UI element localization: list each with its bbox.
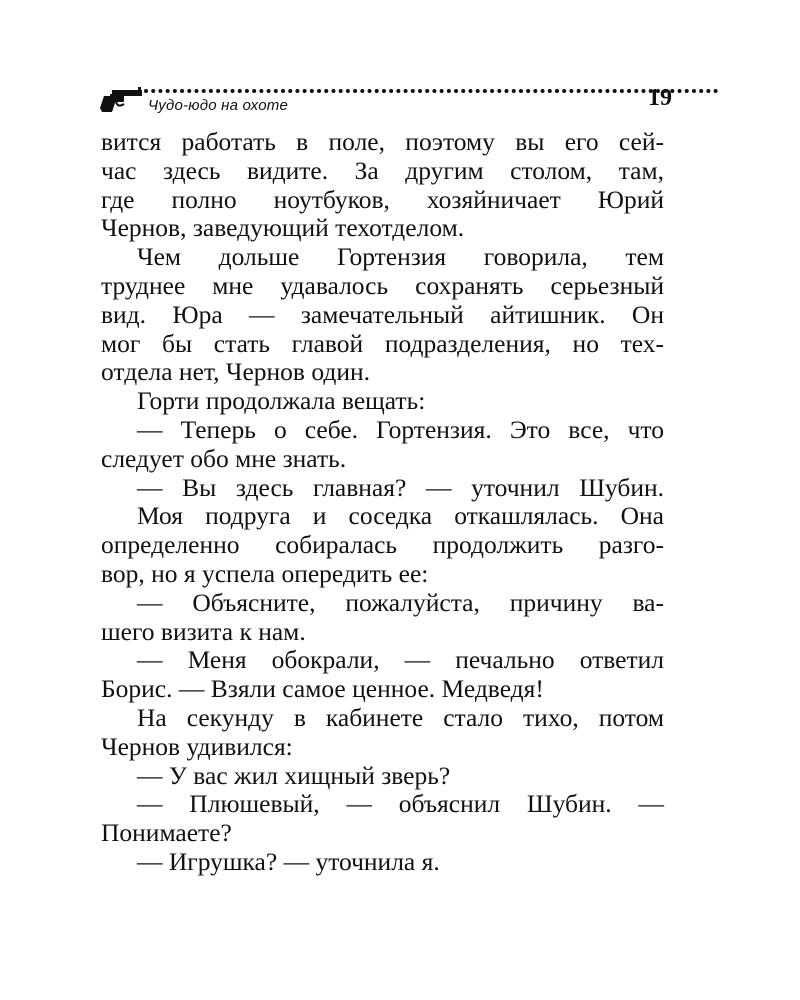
running-header <box>100 82 670 120</box>
text-line: вор, но я успела опередить ее: <box>101 558 429 588</box>
text-line: — Вы здесь главная? — уточнил Шубин. <box>137 472 664 502</box>
text-line: — Игрушка? — уточнила я. <box>137 846 440 876</box>
text-line: вится работать в поле, поэтому вы его сей- <box>101 127 664 156</box>
text-line: — Плюшевый, — объяснил Шубин. — <box>137 789 664 819</box>
revolver-icon <box>100 86 146 114</box>
text-line: определенно собиралась продолжить разго- <box>101 530 664 560</box>
text-line: Чернов, заведующий техотделом. <box>101 213 465 243</box>
text-line: — Меня обокрали, — печально ответил <box>137 645 664 675</box>
text-line: — Объясните, пожалуйста, причину ва- <box>137 587 664 617</box>
body-text <box>101 128 664 877</box>
text-line: Чернов удивился: <box>101 731 293 761</box>
text-line: час здесь видите. За другим столом, там, <box>101 155 664 185</box>
running-title: Чудо-юдо на охоте <box>148 97 288 114</box>
dotted-rule <box>144 88 722 94</box>
text-line: Понимаете? <box>101 818 232 848</box>
text-line: На секунду в кабинете стало тихо, потом <box>137 702 664 732</box>
text-line: Горти продолжала вещать: <box>137 386 426 416</box>
text-line: Борис. — Взяли самое ценное. Медведя! <box>101 674 544 704</box>
text-line: — У вас жил хищный зверь? <box>137 760 451 790</box>
text-line: мог бы стать главой подразделения, но тех- <box>101 328 664 358</box>
text-line: отдела нет, Чернов один. <box>101 357 370 387</box>
page-number: 19 <box>648 85 672 111</box>
text-line: следует обо мне знать. <box>101 443 347 473</box>
text-line: — Теперь о себе. Гортензия. Это все, что <box>137 414 664 444</box>
text-line: труднее мне удавалось сохранять серьезный <box>101 270 664 300</box>
text-line: Чем дольше Гортензия говорила, тем <box>137 242 664 272</box>
text-line: вид. Юра — замечательный айтишник. Он <box>101 299 664 329</box>
text-line: Моя подруга и соседка откашлялась. Она <box>137 501 664 531</box>
text-line: шего визита к нам. <box>101 616 306 646</box>
text-line: где полно ноутбуков, хозяйничает Юрий <box>101 184 664 214</box>
